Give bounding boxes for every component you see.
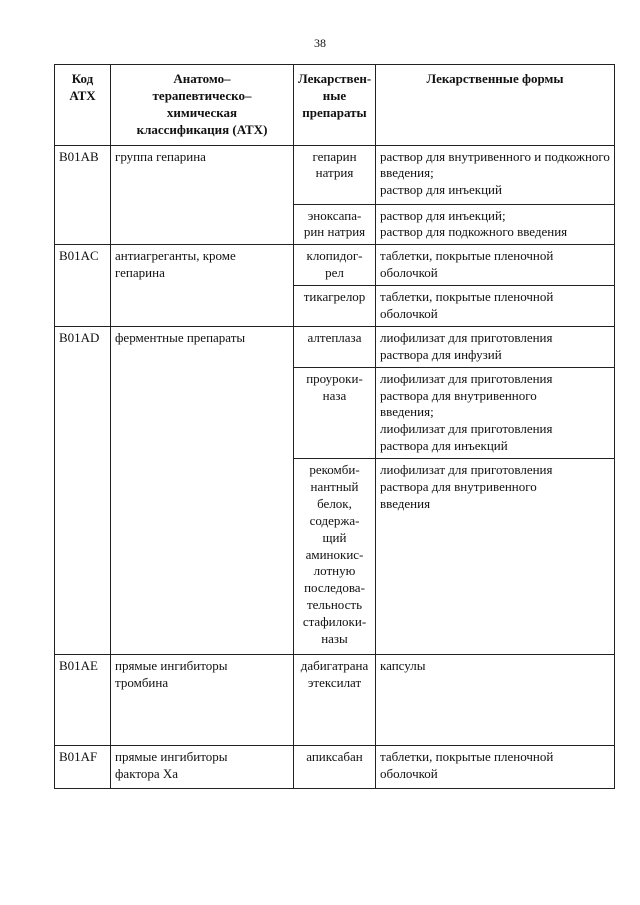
dosage-forms: лиофилизат для приготовления раствора для инфузий <box>376 326 615 367</box>
atx-code: B01AE <box>55 654 111 745</box>
drug-name: дабигатрана этексилат <box>294 654 376 745</box>
drug-name: проуроки- наза <box>294 367 376 458</box>
atx-code: B01AD <box>55 326 111 654</box>
dosage-forms: таблетки, покрытые пленочной оболочкой <box>376 286 615 327</box>
table-row <box>55 326 615 367</box>
atx-classification: антиагреганты, кроме гепарина <box>111 245 294 327</box>
dosage-forms: раствор для инъекций; раствор для подкожного введения <box>376 204 615 245</box>
header-classification: Анатомо– терапевтическо– химическая классификация (АТХ) <box>111 65 294 146</box>
dosage-forms: таблетки, покрытые пленочной оболочкой <box>376 245 615 286</box>
table-header-row <box>55 65 615 146</box>
table-row <box>55 745 615 788</box>
drug-name: тикагрелор <box>294 286 376 327</box>
atx-classification: прямые ингибиторы фактора Ха <box>111 745 294 788</box>
header-drugs: Лекарствен- ные препараты <box>294 65 376 146</box>
drug-name: апиксабан <box>294 745 376 788</box>
dosage-forms: таблетки, покрытые пленочной оболочкой <box>376 745 615 788</box>
table-row <box>55 145 615 204</box>
atx-table <box>54 64 615 789</box>
atx-classification: ферментные препараты <box>111 326 294 654</box>
drug-name: рекомби- нантный белок, содержа- щий аминокис- лотную последова- тельность стафилоки- назы <box>294 459 376 655</box>
table-row <box>55 654 615 745</box>
atx-code: B01AF <box>55 745 111 788</box>
table-row <box>55 245 615 286</box>
dosage-forms: лиофилизат для приготовления раствора для внутривенного введения; лиофилизат для приготовления раствора для инъекций <box>376 367 615 458</box>
header-code: Код АТХ <box>55 65 111 146</box>
atx-code: B01AC <box>55 245 111 327</box>
header-forms: Лекарственные формы <box>376 65 615 146</box>
atx-classification: прямые ингибиторы тромбина <box>111 654 294 745</box>
drug-name: клопидог- рел <box>294 245 376 286</box>
dosage-forms: капсулы <box>376 654 615 745</box>
dosage-forms: лиофилизат для приготовления раствора для внутривенного введения <box>376 459 615 655</box>
atx-code: B01AB <box>55 145 111 245</box>
atx-classification: группа гепарина <box>111 145 294 245</box>
page-number: 38 <box>314 36 326 50</box>
dosage-forms: раствор для внутривенного и подкожного введения; раствор для инъекций <box>376 145 615 204</box>
drug-name: гепарин натрия <box>294 145 376 204</box>
drug-name: алтеплаза <box>294 326 376 367</box>
drug-name: эноксапа- рин натрия <box>294 204 376 245</box>
